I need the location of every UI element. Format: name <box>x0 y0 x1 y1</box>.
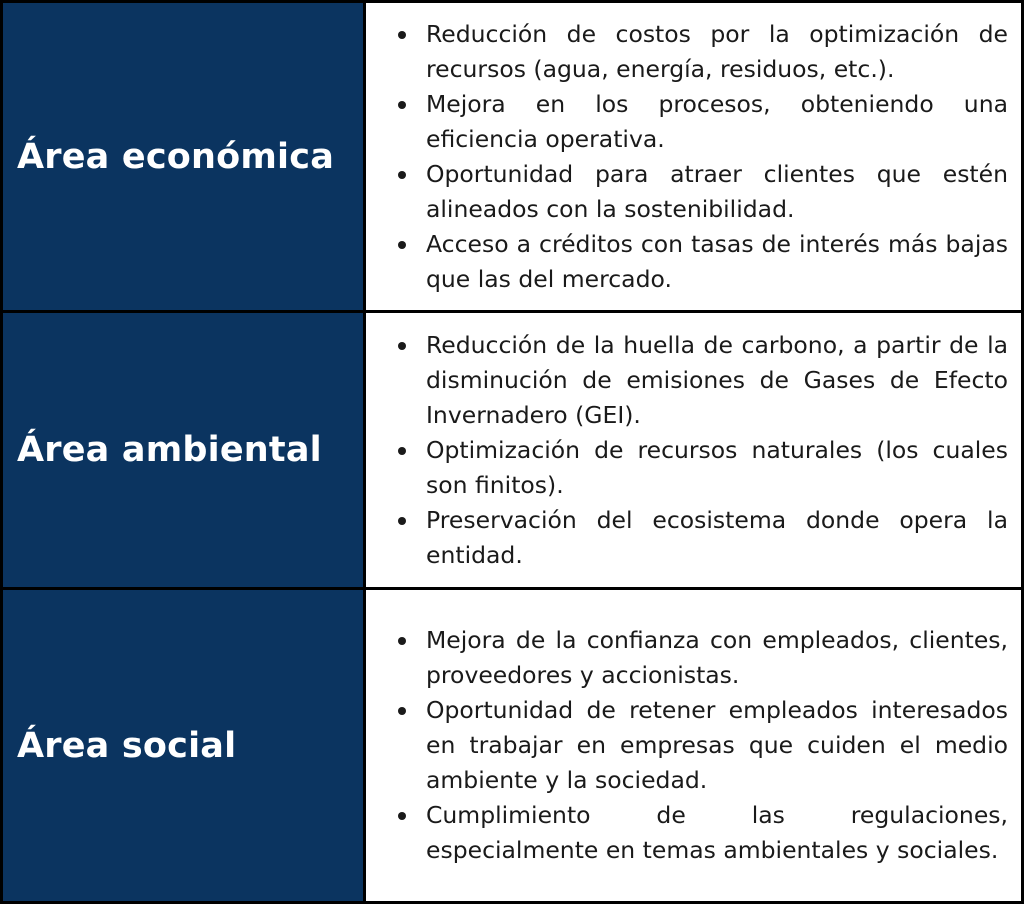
list-item: Mejora de la confianza con empleados, clientes, proveedores y accionistas. <box>426 623 1008 693</box>
area-cell <box>2 312 365 589</box>
list-item: Optimización de recursos naturales (los cuales son finitos). <box>426 433 1008 503</box>
benefit-list <box>366 17 1021 297</box>
benefit-list <box>366 623 1021 868</box>
area-title: Área económica <box>17 136 335 177</box>
area-title: Área social <box>17 725 237 766</box>
table-row <box>2 2 1023 312</box>
table-row <box>2 589 1023 903</box>
list-item: Cumplimiento de las regulaciones, especialmente en temas ambientales y sociales. <box>426 798 1008 868</box>
list-item: Oportunidad para atraer clientes que estén alineados con la sostenibilidad. <box>426 157 1008 227</box>
items-cell <box>365 589 1023 903</box>
list-item: Reducción de costos por la optimización de recursos (agua, energía, residuos, etc.). <box>426 17 1008 87</box>
list-item: Acceso a créditos con tasas de interés más bajas que las del mercado. <box>426 227 1008 297</box>
list-item: Oportunidad de retener empleados interesados en trabajar en empresas que cuiden el medio ambiente y la sociedad. <box>426 693 1008 798</box>
area-cell <box>2 2 365 312</box>
items-cell <box>365 312 1023 589</box>
items-cell <box>365 2 1023 312</box>
benefit-list <box>366 328 1021 573</box>
list-item: Reducción de la huella de carbono, a partir de la disminución de emisiones de Gases de Efecto Invernadero (GEI). <box>426 328 1008 433</box>
list-item: Preservación del ecosistema donde opera la entidad. <box>426 503 1008 573</box>
table-row <box>2 312 1023 589</box>
area-title: Área ambiental <box>17 430 322 470</box>
area-cell <box>2 589 365 903</box>
list-item: Mejora en los procesos, obteniendo una eficiencia operativa. <box>426 87 1008 157</box>
